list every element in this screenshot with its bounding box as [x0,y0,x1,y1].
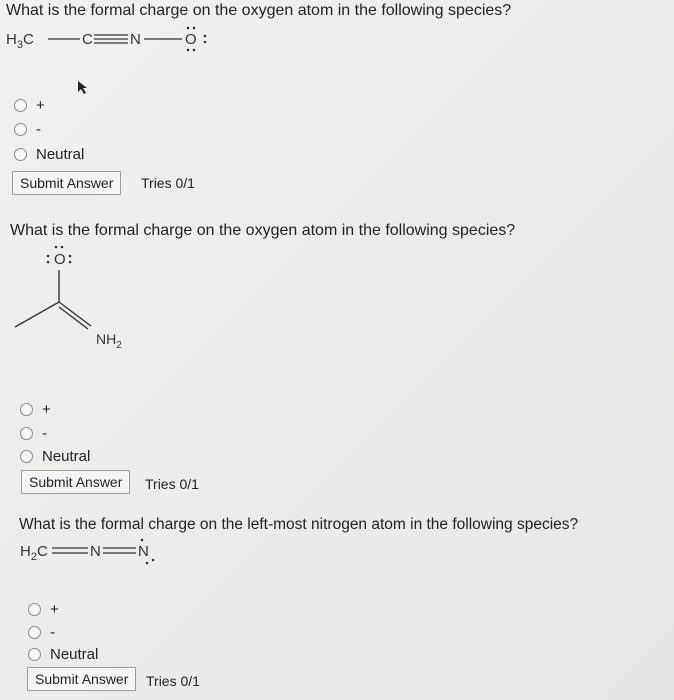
q1-option-minus[interactable] [14,121,41,138]
q3-tries-counter: Tries 0/1 [146,673,200,689]
radio-icon[interactable] [20,450,33,463]
double-bond-a [59,302,91,326]
radio-icon[interactable] [28,648,41,661]
lone-pair-dot [61,246,64,249]
lone-pair-dot [152,559,155,562]
formula-1-c1: C [22,31,34,48]
svg-text:NH2 [96,331,122,351]
option-label: - [36,121,41,138]
lone-pair-dot [141,539,144,542]
option-label: - [50,624,55,641]
formula-3-h: H [20,543,31,560]
question-1-prompt: What is the formal charge on the oxygen atom in the following species? [6,2,512,19]
lone-pair-dot [193,49,196,52]
formula-3-n2: N [138,543,149,560]
radio-icon[interactable] [14,99,27,112]
q3-option-minus[interactable] [28,624,55,641]
radio-icon[interactable] [28,626,41,639]
lone-pair-dot [55,246,58,249]
q1-option-neutral[interactable] [14,146,84,163]
formula-1-h: H [6,31,17,48]
formula-1-o: O [185,31,197,48]
q2-option-plus[interactable] [20,401,51,418]
option-label: Neutral [50,646,99,663]
radio-icon[interactable] [20,427,33,440]
option-label: + [36,97,45,114]
option-label: Neutral [42,448,91,465]
lone-pair-dot [187,49,190,52]
q1-option-plus[interactable] [14,97,45,114]
formula-1-c2: C [82,31,93,48]
structure-nh-sub: 2 [116,340,122,351]
radio-icon[interactable] [20,403,33,416]
lone-pair-dot [204,35,207,38]
option-label: + [50,601,59,618]
double-bond-b [59,307,88,329]
question-2-structure [12,242,172,352]
formula-1-sub: 3 [16,39,23,51]
lone-pair-dot [47,261,50,264]
structure-nh: NH [96,331,117,347]
svg-text:H3C [6,31,34,51]
formula-3-n1: N [90,543,101,560]
question-2-prompt: What is the formal charge on the oxygen atom in the following species? [10,222,516,239]
lone-pair-dot [69,261,72,264]
lone-pair-dot [204,41,207,44]
q3-submit-answer-button[interactable]: Submit Answer [27,667,136,691]
formula-3-sub: 2 [30,551,37,563]
option-label: Neutral [36,146,85,163]
q3-option-plus[interactable] [28,601,59,618]
lone-pair-dot [69,255,72,258]
question-3-prompt: What is the formal charge on the left-most nitrogen atom in the following species? [19,516,579,533]
q1-tries-counter: Tries 0/1 [141,175,195,191]
question-1-formula [4,22,224,56]
lone-pair-dot [187,27,190,30]
option-label: - [42,425,47,442]
radio-icon[interactable] [14,148,27,161]
option-label: + [42,401,51,418]
radio-icon[interactable] [14,123,27,136]
bond-methyl [15,302,59,327]
svg-text:H2C [20,543,48,563]
q1-submit-answer-button[interactable]: Submit Answer [12,171,121,195]
structure-o: O [54,251,66,268]
q2-tries-counter: Tries 0/1 [145,476,199,492]
q2-submit-answer-button[interactable]: Submit Answer [21,470,130,494]
formula-1-n: N [130,31,141,48]
q3-option-neutral[interactable] [28,646,98,663]
lone-pair-dot [47,255,50,258]
lone-pair-dot [146,562,149,565]
q2-option-neutral[interactable] [20,448,90,465]
question-3-formula [18,536,188,570]
radio-icon[interactable] [28,603,41,616]
q2-option-minus[interactable] [20,425,47,442]
lone-pair-dot [193,27,196,30]
formula-3-c: C [36,543,48,560]
mouse-cursor-icon [77,80,89,96]
